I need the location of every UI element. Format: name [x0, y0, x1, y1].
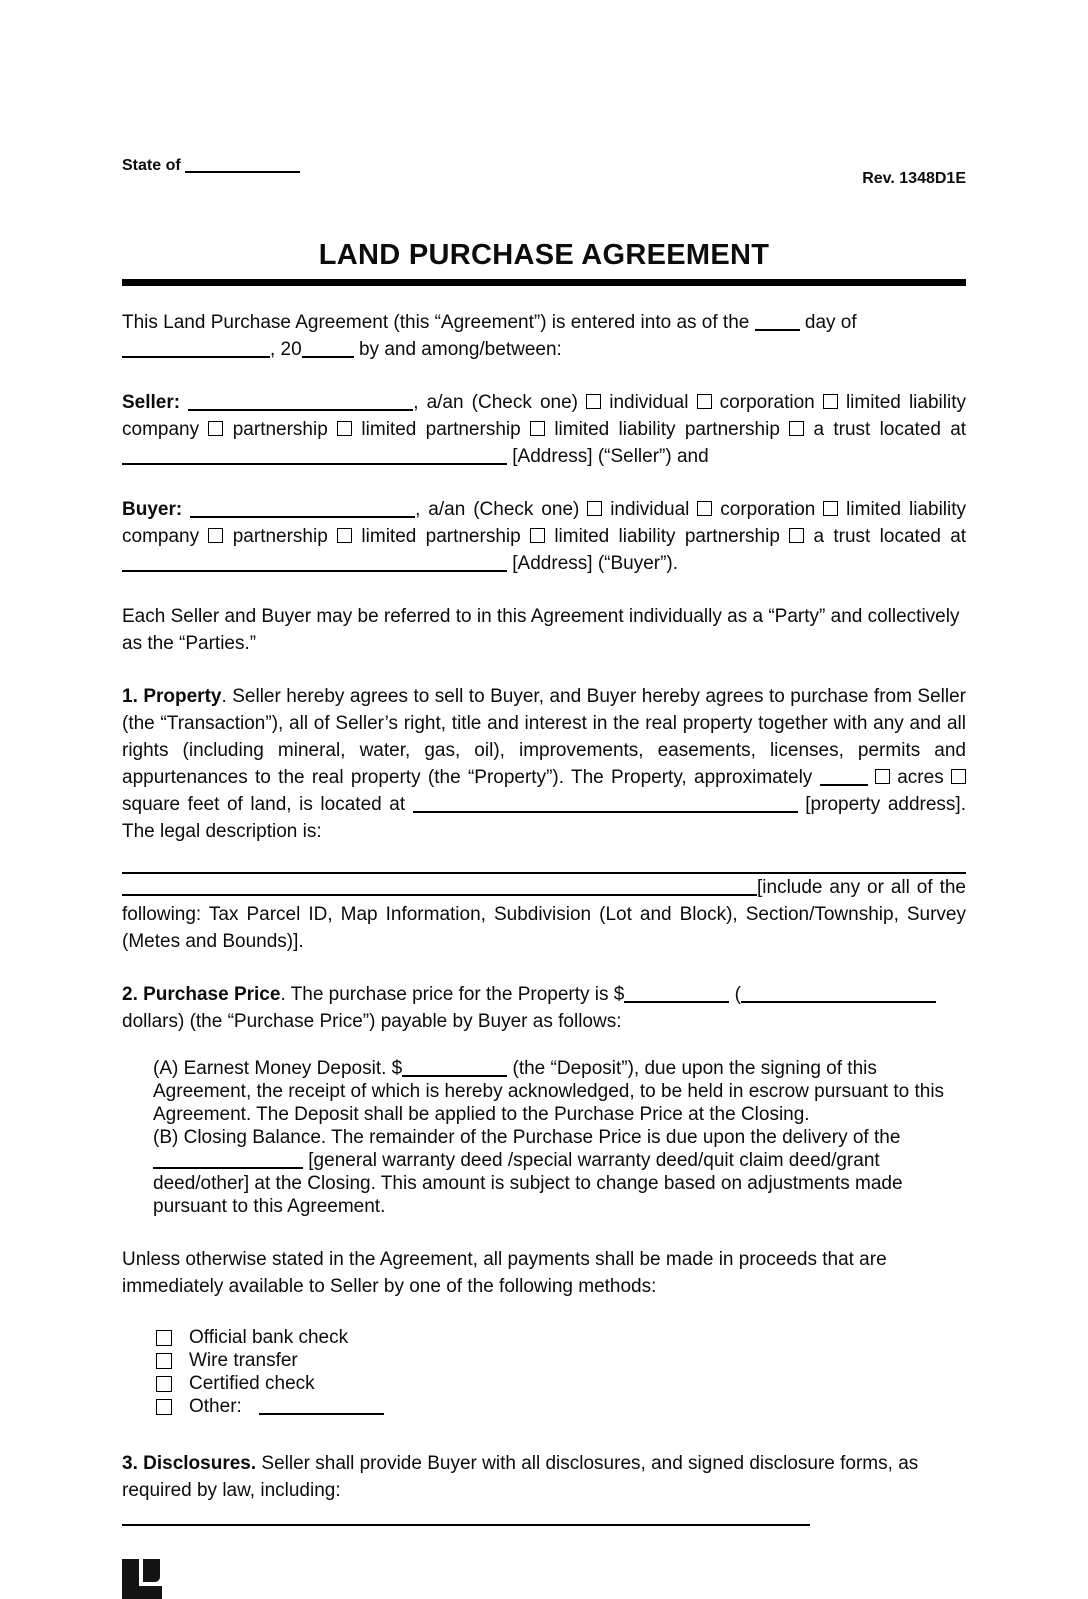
parties-note: Each Seller and Buyer may be referred to in this Agreement individually as a “Party” and collectively as the “Parties.” — [122, 606, 960, 654]
page-title: LAND PURCHASE AGREEMENT — [318, 239, 770, 271]
property-body-text: . Seller hereby agrees to sell to Buyer, and Buyer hereby agrees to purchase from Seller (the “Transaction”), all of Seller’s right, title and interest in the real property together with any and all rights (including mineral, water, gas, oil), improvements, easements, licenses, permits and appurtenances to the real property (the “Property”). The Property, approximately — [122, 686, 966, 788]
seller-located-text: located at — [879, 419, 967, 440]
payment-terms-block — [153, 1057, 966, 1218]
buyer-checkbox-partnership[interactable] — [208, 528, 223, 543]
disclosures-paragraph — [122, 1450, 966, 1531]
buyer-option-individual: individual — [610, 499, 690, 520]
property-acres-label: acres — [897, 767, 944, 788]
checkbox-official-bank-check[interactable] — [156, 1330, 172, 1346]
month-blank[interactable] — [122, 342, 270, 358]
seller-checkbox-partnership[interactable] — [208, 421, 223, 436]
intro-text-c: , 20 — [270, 339, 302, 360]
intro-text-b: day of — [804, 312, 857, 333]
seller-option-trust: a trust — [813, 419, 871, 440]
purchase-price-intro — [122, 981, 966, 1035]
seller-checkbox-individual[interactable] — [586, 394, 601, 409]
seller-checkbox-llc[interactable] — [823, 394, 838, 409]
legal-description-line-2-blank[interactable] — [122, 880, 757, 896]
property-sqft-label: square feet of land, is located at — [122, 794, 406, 815]
seller-address-blank[interactable] — [122, 449, 507, 465]
logo-bottom-bar — [122, 1586, 162, 1599]
buyer-checkbox-corporation[interactable] — [697, 501, 712, 516]
purchase-price-words-blank[interactable] — [741, 987, 936, 1003]
deposit-text-b: (the “Deposit”), due upon the signing of this Agreement, the receipt of which is hereby acknowledged, to be held in escrow pursuant to this Agreement. The Deposit shall be applied to the Purchase Price at the Closing. — [153, 1058, 945, 1125]
intro-text-d: by and among/between: — [358, 339, 562, 360]
buyer-checkbox-limited-partnership[interactable] — [337, 528, 352, 543]
purchase-price-blank[interactable] — [624, 987, 729, 1003]
buyer-option-llp: limited liability partnership — [554, 526, 780, 547]
earnest-deposit-paragraph — [153, 1057, 966, 1126]
seller-option-corporation: corporation — [719, 392, 815, 413]
year-blank[interactable] — [302, 342, 354, 358]
seller-label: Seller: — [122, 392, 181, 413]
buyer-name-blank[interactable] — [190, 502, 415, 518]
buyer-option-llc: limited liability company — [122, 499, 967, 547]
legal-description-line-1[interactable] — [122, 845, 966, 874]
intro-text-a: This Land Purchase Agreement (this “Agreement”) is entered into as of the — [122, 312, 750, 333]
title-rule — [122, 279, 966, 286]
seller-checkbox-corporation[interactable] — [697, 394, 712, 409]
buyer-address-tag: [Address] (“Buyer”). — [512, 553, 679, 574]
other-method-blank[interactable] — [259, 1399, 384, 1415]
property-heading: 1. Property — [122, 686, 222, 707]
buyer-address-blank[interactable] — [122, 556, 507, 572]
method-row-wire-transfer — [156, 1349, 966, 1372]
buyer-label: Buyer: — [122, 499, 183, 520]
intro-paragraph — [122, 309, 966, 363]
buyer-checkbox-individual[interactable] — [587, 501, 602, 516]
seller-option-llp: limited liability partnership — [554, 419, 780, 440]
seller-checkbox-limited-partnership[interactable] — [337, 421, 352, 436]
checkbox-other[interactable] — [156, 1399, 172, 1415]
seller-checkbox-trust[interactable] — [789, 421, 804, 436]
legal-description-paragraph — [122, 874, 966, 955]
closing-balance-paragraph — [153, 1126, 966, 1218]
payment-method-list — [156, 1326, 966, 1418]
buyer-aan-text: , a/an (Check one) — [415, 499, 580, 520]
deed-type-blank[interactable] — [153, 1153, 303, 1169]
label-wire-transfer: Wire transfer — [189, 1350, 298, 1371]
buyer-option-limited-partnership: limited partnership — [361, 526, 521, 547]
disclosures-blank[interactable] — [122, 1510, 810, 1526]
state-of-label: State of — [122, 157, 181, 174]
seller-option-partnership: partnership — [232, 419, 328, 440]
legal-following-text: following: Tax Parcel ID, Map Information, Subdivision (Lot and Block), Section/Township, Survey (Metes and Bounds)]. — [122, 904, 966, 952]
checkbox-certified-check[interactable] — [156, 1376, 172, 1392]
seller-option-llc: limited liability company — [122, 392, 966, 440]
seller-aan-text: , a/an (Check one) — [413, 392, 578, 413]
label-certified-check: Certified check — [189, 1373, 315, 1394]
disclosures-heading: 3. Disclosures. — [122, 1453, 257, 1474]
buyer-checkbox-llc[interactable] — [823, 501, 838, 516]
buyer-located-text: located at — [879, 526, 967, 547]
buyer-option-trust: a trust — [813, 526, 871, 547]
buyer-option-corporation: corporation — [720, 499, 816, 520]
purchase-price-heading: 2. Purchase Price — [122, 984, 281, 1005]
logo-top-square — [143, 1559, 160, 1582]
purchase-lead-text: . The purchase price for the Property is $ — [280, 984, 625, 1005]
state-name-blank[interactable] — [185, 157, 300, 173]
seller-name-blank[interactable] — [188, 395, 413, 411]
property-address-blank[interactable] — [413, 797, 798, 813]
closing-text-a: (B) Closing Balance. The remainder of the Purchase Price is due upon the delivery of the — [153, 1127, 901, 1148]
property-area-blank[interactable] — [820, 770, 868, 786]
seller-address-tag: [Address] (“Seller”) and — [512, 446, 709, 467]
seller-option-individual: individual — [609, 392, 689, 413]
payments-intro: Unless otherwise stated in the Agreement, all payments shall be made in proceeds that are immediately available to Seller by one of the following methods: — [122, 1249, 887, 1297]
buyer-paragraph — [122, 496, 966, 577]
seller-checkbox-llp[interactable] — [530, 421, 545, 436]
disclosures-body-text: Seller shall provide Buyer with all disclosures, and signed disclosure forms, as required by law, including: — [122, 1453, 919, 1501]
document-meta-row — [122, 152, 966, 192]
legal-templates-logo — [122, 1559, 162, 1599]
property-section — [122, 683, 966, 955]
method-row-bank-check — [156, 1326, 966, 1349]
seller-paragraph — [122, 389, 966, 470]
purchase-lead2-text: dollars) (the “Purchase Price”) payable by Buyer as follows: — [122, 1011, 622, 1032]
label-other: Other: — [189, 1396, 242, 1417]
property-checkbox-acres[interactable] — [875, 769, 890, 784]
checkbox-wire-transfer[interactable] — [156, 1353, 172, 1369]
method-row-other — [156, 1395, 966, 1418]
label-official-bank-check: Official bank check — [189, 1327, 349, 1348]
buyer-checkbox-llp[interactable] — [530, 528, 545, 543]
property-checkbox-sqft[interactable] — [951, 769, 966, 784]
state-of-field — [122, 152, 300, 179]
revision-label: Rev. 1348D1E — [862, 170, 966, 187]
property-address-tag: [property address]. The legal description is: — [122, 794, 966, 842]
legal-include-tag: [include any or all of the — [757, 877, 966, 898]
purchase-paren: ( — [734, 984, 741, 1005]
seller-option-limited-partnership: limited partnership — [361, 419, 521, 440]
closing-text-b: [general warranty deed /special warranty deed/quit claim deed/grant deed/other] at the Closing. This amount is subject to change based on adjustments made pursuant to this Agreement. — [153, 1150, 903, 1217]
day-blank[interactable] — [755, 315, 800, 331]
method-row-certified-check — [156, 1372, 966, 1395]
buyer-checkbox-trust[interactable] — [789, 528, 804, 543]
deposit-text-a: (A) Earnest Money Deposit. $ — [153, 1058, 403, 1079]
property-paragraph — [122, 683, 966, 845]
deposit-amount-blank[interactable] — [402, 1061, 507, 1077]
buyer-option-partnership: partnership — [232, 526, 328, 547]
